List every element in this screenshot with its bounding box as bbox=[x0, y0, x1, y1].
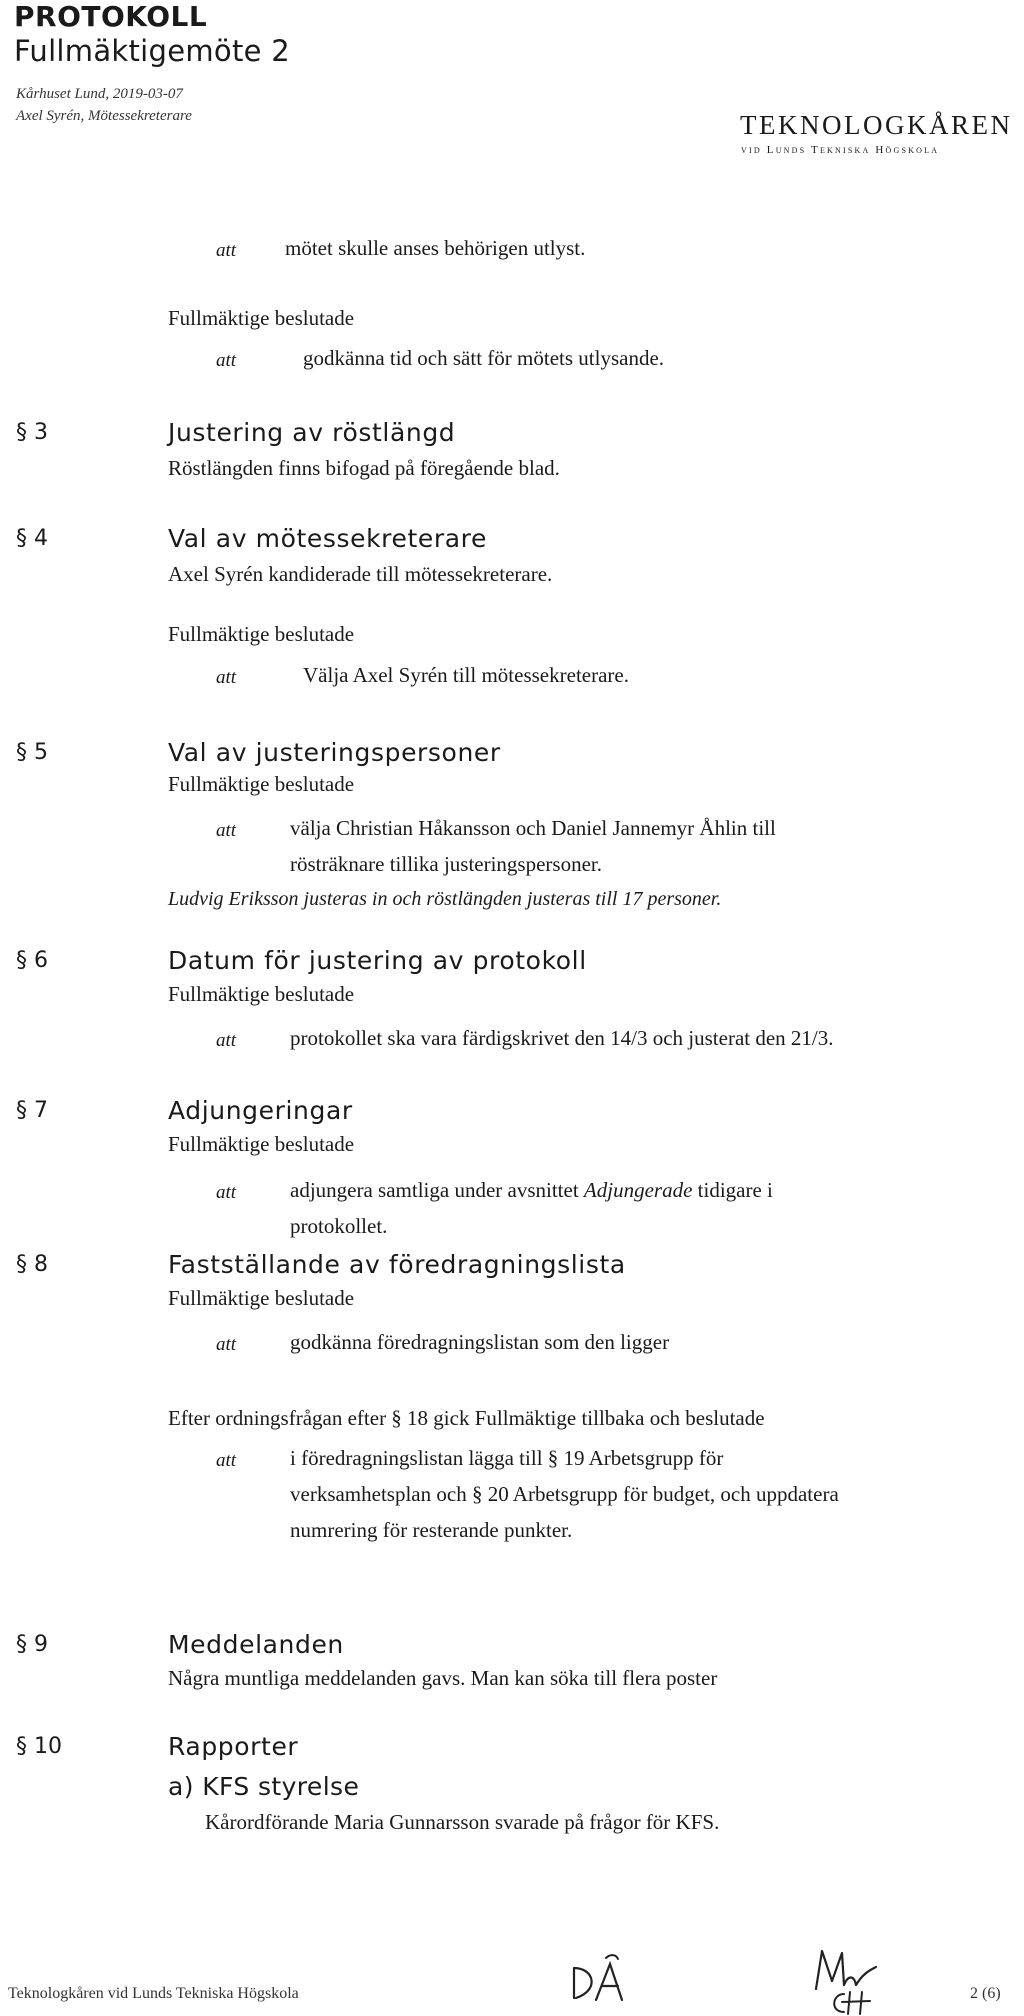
att-text-line2: verksamhetsplan och § 20 Arbetsgrupp för budget, och uppdatera bbox=[290, 1482, 839, 1506]
att-text: godkänna föredragningslistan som den ligger bbox=[290, 1330, 670, 1354]
followup-text: Efter ordningsfrågan efter § 18 gick Fullmäktige tillbaka och beslutade bbox=[168, 1406, 765, 1430]
signature-initials-2 bbox=[810, 1945, 880, 1995]
att-text-line1: i föredragningslistan lägga till § 19 Arbetsgrupp för bbox=[290, 1446, 724, 1470]
att-text-italic: Adjungerade bbox=[583, 1178, 693, 1202]
section-number: § 9 bbox=[16, 1632, 48, 1657]
section-text: Kårordförande Maria Gunnarsson svarade på frågor för KFS. bbox=[205, 1810, 720, 1834]
meeting-place-date: Kårhuset Lund, 2019-03-07 bbox=[16, 86, 183, 102]
meeting-secretary: Axel Syrén, Mötessekreterare bbox=[16, 108, 192, 124]
att-text-line2: protokollet. bbox=[290, 1214, 388, 1238]
section-title: Rapporter bbox=[168, 1732, 299, 1761]
section-number: § 3 bbox=[16, 420, 48, 445]
document-subtitle: Fullmäktigemöte 2 bbox=[14, 34, 291, 68]
att-label: att bbox=[216, 350, 237, 371]
section-number: § 4 bbox=[16, 526, 48, 551]
att-label: att bbox=[216, 240, 237, 261]
att-text-after: tidigare i bbox=[692, 1178, 773, 1202]
org-logo-name: TEKNOLOGKÅREN bbox=[740, 110, 1013, 140]
decision-text: Fullmäktige beslutade bbox=[168, 982, 355, 1006]
handwritten-note: Ludvig Eriksson justeras in och röstlängden justeras till 17 personer. bbox=[168, 888, 722, 910]
section-title: Datum för justering av protokoll bbox=[168, 946, 587, 975]
section-text: Några muntliga meddelanden gavs. Man kan söka till flera poster bbox=[168, 1666, 718, 1690]
att-text: mötet skulle anses behörigen utlyst. bbox=[285, 236, 586, 260]
att-text-line1: välja Christian Håkansson och Daniel Jannemyr Åhlin till bbox=[290, 816, 776, 840]
section-number: § 6 bbox=[16, 948, 48, 973]
org-logo-subtitle: vid Lunds Tekniska Högskola bbox=[741, 144, 940, 156]
decision-text: Fullmäktige beslutade bbox=[168, 1286, 355, 1310]
att-label: att bbox=[216, 667, 237, 688]
att-text-line2: rösträknare tillika justeringspersoner. bbox=[290, 852, 602, 876]
att-text: Välja Axel Syrén till mötessekreterare. bbox=[303, 663, 629, 687]
section-title: Meddelanden bbox=[168, 1630, 344, 1659]
att-text-line1 bbox=[290, 1178, 773, 1203]
section-text: Röstlängden finns bifogad på föregående blad. bbox=[168, 456, 560, 480]
subsection-label: a) KFS styrelse bbox=[168, 1772, 360, 1801]
page-number: 2 (6) bbox=[970, 1985, 1001, 2002]
section-number: § 8 bbox=[16, 1252, 48, 1277]
att-text: godkänna tid och sätt för mötets utlysande. bbox=[303, 346, 665, 370]
section-title: Fastställande av föredragningslista bbox=[168, 1250, 626, 1279]
section-title: Val av mötessekreterare bbox=[168, 524, 487, 553]
document-title: PROTOKOLL bbox=[14, 0, 208, 33]
signature-initials-1 bbox=[566, 1950, 636, 2010]
decision-text: Fullmäktige beslutade bbox=[168, 772, 355, 796]
decision-text: Fullmäktige beslutade bbox=[168, 622, 355, 646]
section-title: Justering av röstlängd bbox=[168, 418, 456, 447]
att-label: att bbox=[216, 1030, 237, 1051]
att-label: att bbox=[216, 1450, 237, 1471]
att-text-before: adjungera samtliga under avsnittet bbox=[290, 1178, 584, 1202]
att-label: att bbox=[216, 820, 237, 841]
decision-text: Fullmäktige beslutade bbox=[168, 1132, 355, 1156]
decision-text: Fullmäktige beslutade bbox=[168, 306, 355, 330]
signature-initials-3 bbox=[826, 1990, 876, 2016]
section-number: § 7 bbox=[16, 1098, 48, 1123]
section-number: § 5 bbox=[16, 740, 48, 765]
section-title: Val av justeringspersoner bbox=[168, 738, 501, 767]
att-label: att bbox=[216, 1182, 237, 1203]
section-number: § 10 bbox=[16, 1734, 62, 1759]
section-text: Axel Syrén kandiderade till mötessekreterare. bbox=[168, 562, 553, 586]
att-text: protokollet ska vara färdigskrivet den 14/3 och justerat den 21/3. bbox=[290, 1026, 834, 1050]
att-text-line3: numrering för resterande punkter. bbox=[290, 1518, 573, 1542]
att-label: att bbox=[216, 1334, 237, 1355]
section-title: Adjungeringar bbox=[168, 1096, 353, 1125]
footer-org-text: Teknologkåren vid Lunds Tekniska Högskola bbox=[8, 1985, 299, 2002]
